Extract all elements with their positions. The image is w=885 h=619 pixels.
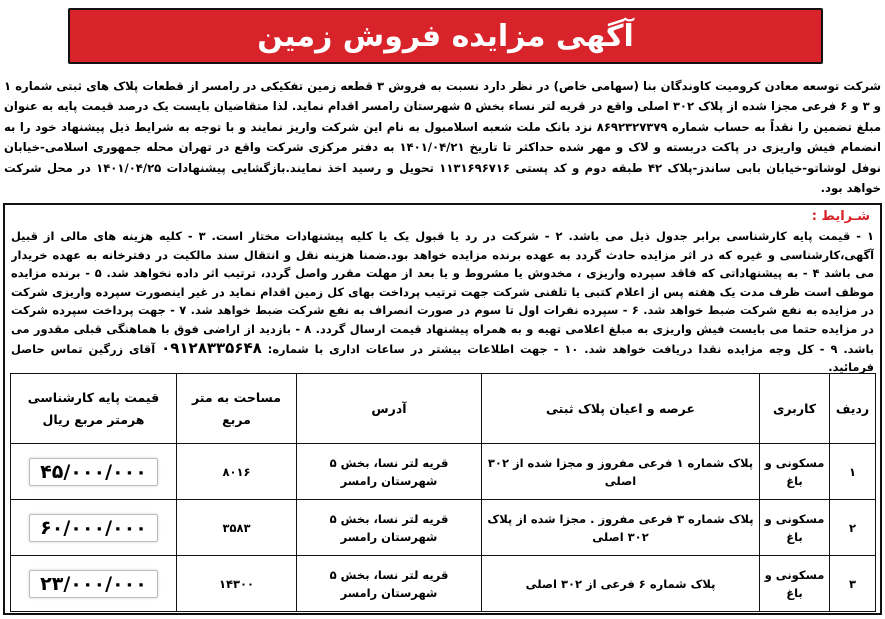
- cell-plot: پلاک شماره ۶ فرعی از ۳۰۲ اصلی: [482, 556, 760, 612]
- cell-usage: مسکونی و باغ: [760, 444, 830, 500]
- table-header-row: [11, 374, 876, 444]
- cell-address: قریه لتر نسا، بخش ۵ شهرستان رامسر: [297, 556, 482, 612]
- conditions-heading: شـرایط :: [808, 209, 874, 224]
- contact-phone: ۰۹۱۲۸۳۳۵۶۴۸: [161, 338, 262, 357]
- lots-table: [10, 373, 876, 612]
- table-row: [11, 500, 876, 556]
- cell-address: قریه لتر نسا، بخش ۵ شهرستان رامسر: [297, 500, 482, 556]
- header-area: مساحت به متر مربع: [177, 374, 297, 444]
- intro-paragraph: شرکت توسعه معادن کرومیت کاوندگان بنا (سهامی خاص) در نظر دارد نسبت به فروش ۳ قطعه زمین تفکیکی در رامسر از قطعات پلاک های ثبتی شماره ۱ و ۳ و ۶ فرعی مجزا شده از پلاک ۳۰۲ اصلی واقع در قریه لتر نساء بخش ۵ شهرستان رامسر اقدام نماید. لذا متقاضیان بایست یک درصد قیمت پایه به عنوان مبلغ تضمین را نقداً به حساب شماره ۸۶۹۲۳۲۷۳۷۹ نزد بانک ملت شعبه اسلامبول به نام این شرکت واریز نمایند و با توجه به شرایط ذیل پیشنهاد خود را به انضمام فیش واریزی در پاکت دربسته و لاک و مهر شده حداکثر تا تاریخ ۱۴۰۱/۰۴/۲۱ به دفتر مرکزی شرکت واقع در تهران محله جمهوری اسلامی-خیابان نوفل لوشاتو-خیابان بابی ساندز-پلاک ۴۲ طبقه دوم و کد پستی ۱۱۳۱۶۹۶۷۱۶ تحویل و رسید اخذ نمایند.بازگشایی پیشنهادات ۱۴۰۱/۰۴/۲۵ در محل شرکت خواهد بود.: [4, 79, 881, 196]
- cell-price: [11, 556, 177, 612]
- cell-area: ۸۰۱۶: [177, 444, 297, 500]
- conditions-body: ۱ - قیمت پایه کارشناسی برابر جدول ذیل می باشد. ۲ - شرکت در رد یا قبول یک یا کلیه پیشنهادات مختار است. ۳ - کلیه هزینه های مالی از قبیل آگهی،کارشناسی و غیره که در اثر مزایده حادث گردد به عهده برنده مزایده خواهد بود.ضمنا هزینه نقل و انتقال سند مالکیت در دفترخانه به عهده خریدار می باشد ۴ - به پیشنهاداتی که فاقد سپرده واریزی ، مخدوش یا مشروط و یا بعد از مهلت مقرر واصل گردد، ترتیب اثر داده نخواهد شد. ۵ - برنده مزایده موظف است ظرف مدت یک هفته پس از اعلام کتبی یا تلفنی شرکت جهت ترتیب پرداخت بهای کل زمین اقدام نماید در غیر اینصورت سپرده واریزی شرکت در مزایده به نفع شرکت ضبط خواهد شد. ۶ - سپرده نفرات اول تا سوم در صورت انصراف به نفع شرکت ضبط خواهد شد. ۷ - جهت پرداخت سپرده شرکت در مزایده حتما می بایست فیش واریزی به مبلغ اعلامی تهیه و به همراه پیشنهاد قیمت ارسال گردد. ۸ - بازدید از اراضی فوق با هماهنگی قبلی مقدور می باشد. ۹ - کل وجه مزایده نقدا دریافت خواهد شد. ۱۰ - جهت اطلاعات بیشتر در ساعات اداری با شماره:: [11, 229, 874, 356]
- cell-usage: مسکونی و باغ: [760, 500, 830, 556]
- page-title: آگهی مزایده فروش زمین: [257, 18, 634, 54]
- conditions-section: [3, 203, 882, 615]
- table-row: [11, 556, 876, 612]
- header-usage: کاربری: [760, 374, 830, 444]
- cell-row-number: ۳: [830, 556, 876, 612]
- price-value: ۴۵/۰۰۰/۰۰۰: [29, 458, 158, 486]
- cell-row-number: ۱: [830, 444, 876, 500]
- cell-row-number: ۲: [830, 500, 876, 556]
- header-address: آدرس: [297, 374, 482, 444]
- cell-area: ۳۵۸۳: [177, 500, 297, 556]
- header-price: قیمت پایه کارشناسی هرمتر مربع ریال: [11, 374, 177, 444]
- price-value: ۶۰/۰۰۰/۰۰۰: [29, 514, 158, 542]
- cell-price: [11, 444, 177, 500]
- price-value: ۲۳/۰۰۰/۰۰۰: [29, 570, 158, 598]
- cell-plot: پلاک شماره ۱ فرعی مفروز و مجزا شده از ۳۰۲ اصلی: [482, 444, 760, 500]
- table-row: [11, 444, 876, 500]
- cell-area: ۱۴۳۰۰: [177, 556, 297, 612]
- cell-address: قریه لتر نسا، بخش ۵ شهرستان رامسر: [297, 444, 482, 500]
- cell-plot: پلاک شماره ۳ فرعی مفروز . مجزا شده از پلاک ۳۰۲ اصلی: [482, 500, 760, 556]
- header-row-number: ردیف: [830, 374, 876, 444]
- conditions-text: [11, 227, 874, 377]
- header-plot: عرصه و اعیان پلاک ثبتی: [482, 374, 760, 444]
- cell-usage: مسکونی و باغ: [760, 556, 830, 612]
- cell-price: [11, 500, 177, 556]
- title-banner: [68, 8, 823, 64]
- contact-suffix: آقای زرگین تماس حاصل فرمائید.: [11, 341, 874, 375]
